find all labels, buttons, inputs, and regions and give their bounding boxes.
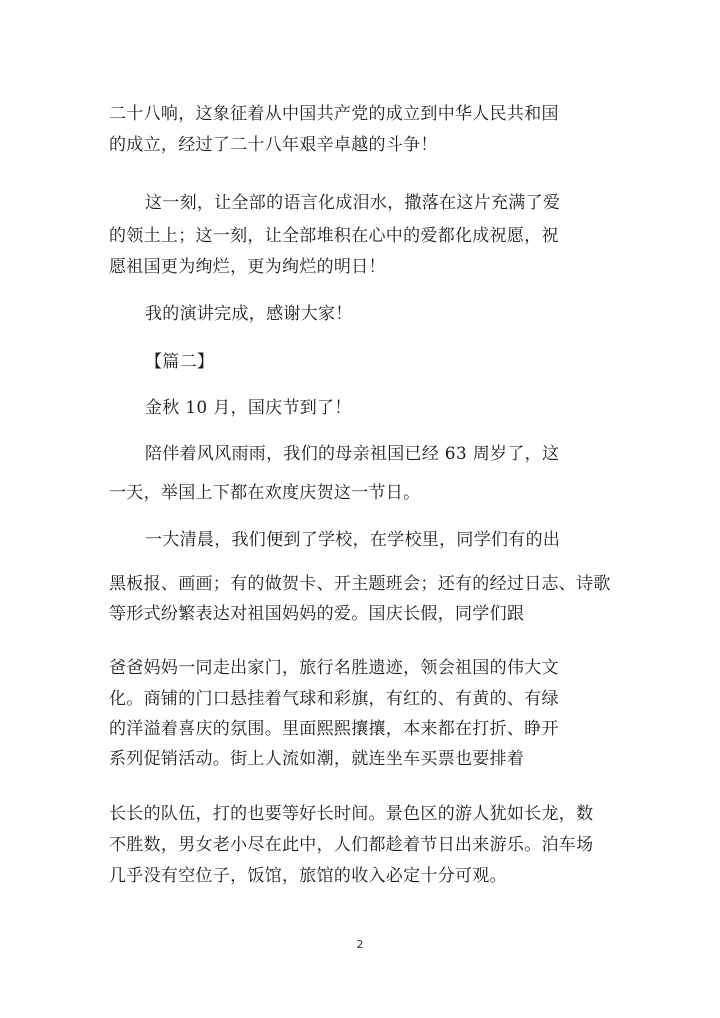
text-line: 我的演讲完成，感谢大家！ [145, 304, 353, 324]
text-line: 的领土上；这一刻，让全部堆积在心中的爱都化成祝愿，祝 [109, 226, 559, 246]
section-heading: 【篇二】 [145, 352, 215, 372]
text-line: 不胜数，男女老小尽在此中，人们都趁着节日出来游乐。泊车场 [109, 835, 594, 855]
text-line: 化。商铺的门口悬挂着气球和彩旗，有红的、有黄的、有绿 [109, 689, 559, 709]
text-line: 系列促销活动。街上人流如潮，就连坐车买票也要排着 [109, 749, 525, 769]
text-line: 金秋 10 月，国庆节到了！ [145, 398, 352, 418]
text-line: 的成立，经过了二十八年艰辛卓越的斗争！ [109, 135, 438, 155]
text-line: 爸爸妈妈一同走出家门，旅行名胜遗迹，领会祖国的伟大文 [109, 658, 559, 678]
text-line: 愿祖国更为绚烂，更为绚烂的明日！ [109, 257, 386, 277]
text-line: 几乎没有空位子，饭馆，旅馆的收入必定十分可观。 [109, 866, 507, 886]
text-line: 长长的队伍，打的也要等好长时间。景色区的游人犹如长龙，数 [109, 804, 594, 824]
text-line: 一天，举国上下都在欢度庆贺这一节日。 [109, 483, 421, 503]
text-line: 二十八响，这象征着从中国共产党的成立到中华人民共和国 [109, 104, 559, 124]
text-line: 一大清晨，我们便到了学校，在学校里，同学们有的出 [145, 530, 561, 550]
page-number: 2 [356, 938, 364, 951]
text-line: 这一刻，让全部的语言化成泪水，撒落在这片充满了爱 [145, 193, 561, 213]
text-line: 黑板报、画画；有的做贺卡、开主题班会；还有的经过日志、诗歌 [109, 574, 611, 594]
text-line: 等形式纷繁表达对祖国妈妈的爱。国庆长假，同学们跟 [109, 604, 525, 624]
text-line: 的洋溢着喜庆的氛围。里面熙熙攘攘，本来都在打折、睁开 [109, 719, 559, 739]
text-line: 陪伴着风风雨雨，我们的母亲祖国已经 63 周岁了，这 [145, 444, 560, 464]
